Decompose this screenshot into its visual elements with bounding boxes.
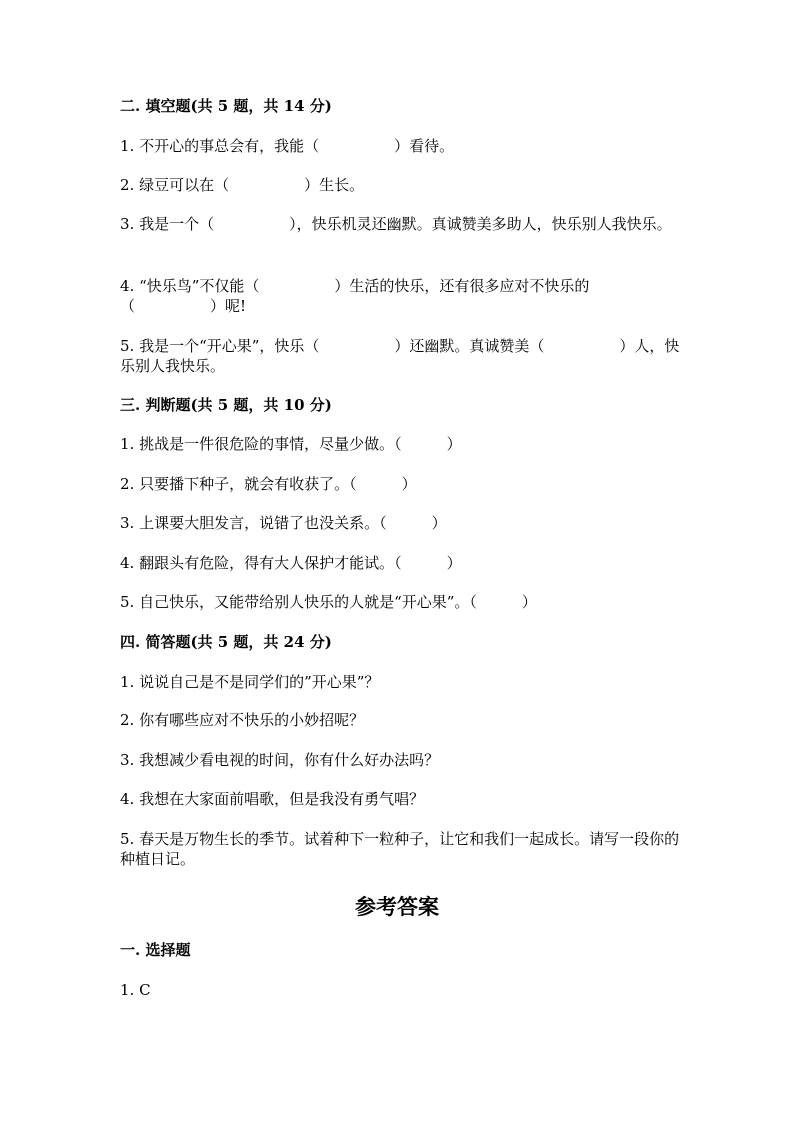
section-3-heading: 三. 判断题(共 5 题，共 10 分) xyxy=(120,396,332,414)
fill-blank-question-1: 1. 不开心的事总会有，我能（ ）看待。 xyxy=(120,137,455,155)
short-answer-question-5: 5. 春天是万物生长的季节。试着种下一粒种子，让它和我们一起成长。请写一段你的种植日记。 xyxy=(120,830,680,868)
answer-section-1-heading: 一. 选择题 xyxy=(120,941,191,959)
fill-blank-question-2: 2. 绿豆可以在（ ）生长。 xyxy=(120,176,365,194)
section-4-heading: 四. 简答题(共 5 题，共 24 分) xyxy=(120,633,332,651)
short-answer-question-1: 1. 说说自己是不是同学们的”开心果”？ xyxy=(120,673,380,691)
answer-1: 1. C xyxy=(120,981,151,999)
true-false-question-2: 2. 只要播下种子，就会有收获了。（ ） xyxy=(120,475,417,493)
short-answer-question-2: 2. 你有哪些应对不快乐的小妙招呢？ xyxy=(120,711,365,729)
section-2-heading: 二. 填空题(共 5 题，共 14 分) xyxy=(120,97,332,115)
short-answer-question-3: 3. 我想减少看电视的时间，你有什么好办法吗？ xyxy=(120,751,440,769)
true-false-question-5: 5. 自己快乐，又能带给别人快乐的人就是“开心果”。（ ） xyxy=(120,593,537,611)
answer-key-title: 参考答案 xyxy=(355,894,439,919)
fill-blank-question-3: 3. 我是一个（ ），快乐机灵还幽默。真诚赞美多助人，快乐别人我快乐。 xyxy=(120,215,672,233)
true-false-question-3: 3. 上课要大胆发言，说错了也没关系。（ ） xyxy=(120,514,447,532)
fill-blank-question-5: 5. 我是一个“开心果”，快乐（ ）还幽默。真诚赞美（ ）人，快乐别人我快乐。 xyxy=(120,337,680,375)
true-false-question-4: 4. 翻跟头有危险，得有大人保护才能试。（ ） xyxy=(120,554,462,572)
fill-blank-question-4: 4. “快乐鸟”不仅能（ ）生活的快乐，还有很多应对不快乐的（ ）呢! xyxy=(120,277,590,315)
short-answer-question-4: 4. 我想在大家面前唱歌，但是我没有勇气唱？ xyxy=(120,790,425,808)
true-false-question-1: 1. 挑战是一件很危险的事情，尽量少做。（ ） xyxy=(120,435,462,453)
